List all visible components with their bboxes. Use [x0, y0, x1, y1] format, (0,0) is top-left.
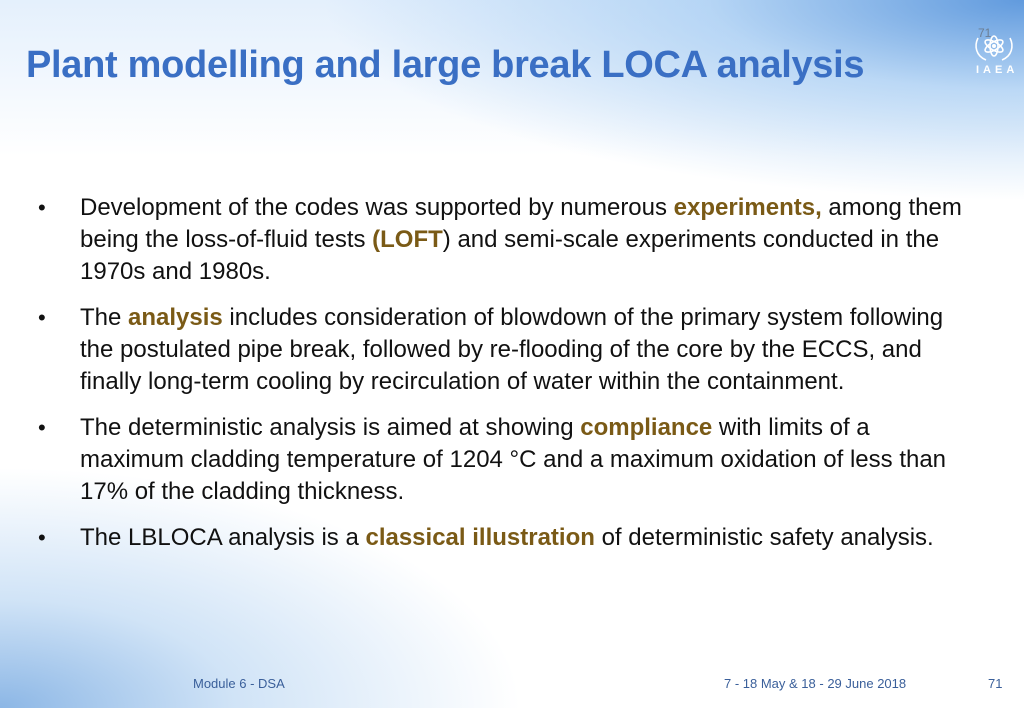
bullet-icon: •: [38, 195, 46, 220]
bullet-text: The LBLOCA analysis is a classical illustration of deterministic safety analysis.: [80, 524, 934, 551]
footer-page-number: 71: [988, 676, 1003, 691]
bullet-item: [38, 412, 978, 508]
footer-module: Module 6 - DSA: [193, 676, 285, 691]
slide-title: Plant modelling and large break LOCA analysis: [26, 44, 865, 86]
bullet-text: The analysis includes consideration of blowdown of the primary system following the postulated pipe break, followed by re-flooding of the core by the ECCS, and finally long-term cooling by recirculation of water within the containment.: [80, 304, 944, 395]
logo-text: IAEA: [976, 64, 1019, 76]
bullet-icon: •: [38, 525, 46, 550]
bullet-text: Development of the codes was supported by numerous experiments, among them being the loss-of-fluid tests (LOFT) and semi-scale experiments conducted in the 1970s and 1980s.: [80, 194, 962, 285]
bullet-text: The deterministic analysis is aimed at showing compliance with limits of a maximum cladding temperature of 1204 °C and a maximum oxidation of less than 17% of the cladding thickness.: [80, 414, 947, 505]
bullet-list: [38, 192, 978, 568]
bullet-icon: •: [38, 305, 46, 330]
bullet-item: [38, 192, 978, 288]
page-number-corner: 71: [978, 26, 992, 40]
bullet-item: [38, 522, 978, 554]
bullet-item: [38, 302, 978, 398]
bullet-icon: •: [38, 415, 46, 440]
footer-dates: 7 - 18 May & 18 - 29 June 2018: [724, 676, 907, 691]
